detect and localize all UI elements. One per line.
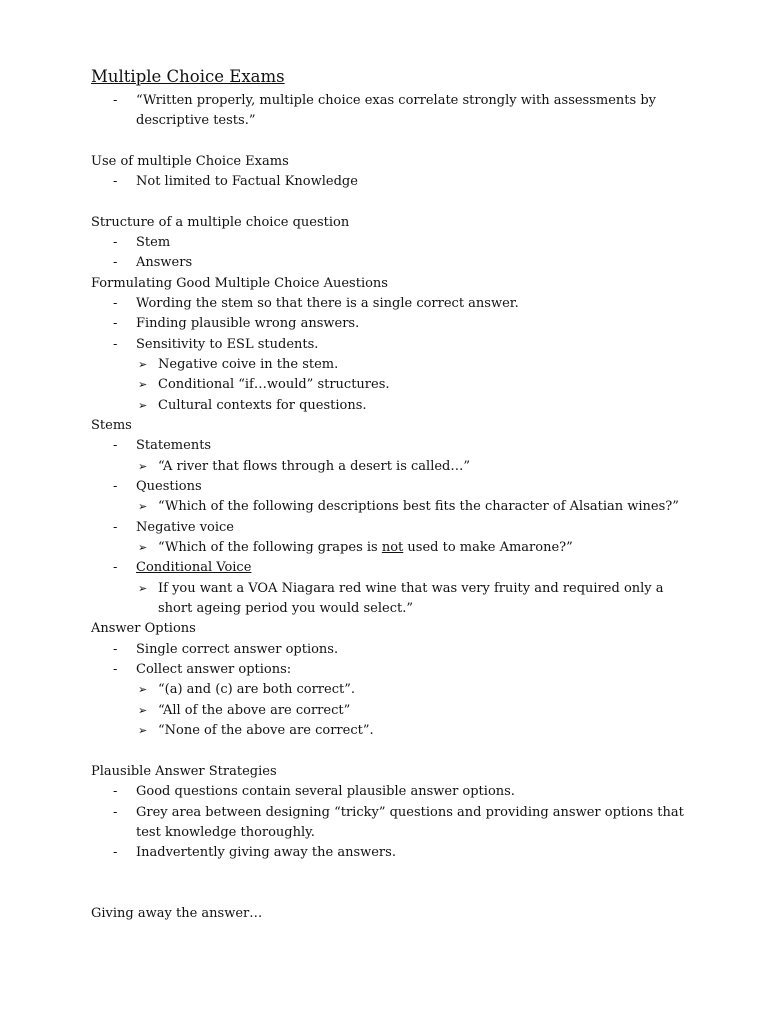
document-title: Multiple Choice Exams	[91, 67, 285, 86]
dash-marker: -	[113, 804, 118, 820]
bullet-item	[91, 172, 691, 192]
bullet-item	[91, 558, 691, 578]
arrow-bullet-icon: ➢	[138, 378, 148, 392]
bullet-text: Stem	[136, 234, 171, 250]
bullet-item	[91, 91, 691, 111]
bullet-text: Answers	[136, 255, 193, 271]
quote-text-line-1: “Written properly, multiple choice exas correlate strongly with assessments by	[136, 92, 656, 108]
bullet-item	[91, 233, 691, 253]
sub-bullet-text: Negative coive in the stem.	[158, 356, 339, 372]
blank-line	[91, 742, 691, 762]
dash-marker: -	[113, 845, 118, 861]
arrow-bullet-icon: ➢	[138, 683, 148, 697]
sub-bullet-item	[91, 538, 691, 558]
arrow-bullet-icon: ➢	[138, 459, 148, 473]
sub-bullet-item	[91, 355, 691, 375]
sub-bullet-text: “None of the above are correct”.	[158, 723, 374, 739]
sub-bullet-text: “Which of the following descriptions best fits the character of Alsatian wines?”	[158, 499, 679, 515]
bullet-text: Finding plausible wrong answers.	[136, 316, 360, 332]
sub-bullet-item	[91, 579, 691, 599]
section-heading-stems: Stems	[91, 418, 132, 433]
bullet-item	[91, 660, 691, 680]
dash-marker: -	[113, 662, 118, 678]
section-heading-answer-options: Answer Options	[91, 621, 196, 637]
bullet-item	[91, 782, 691, 802]
dash-marker: -	[113, 784, 118, 800]
bullet-item	[91, 640, 691, 660]
bullet-text: Not limited to Factual Knowledge	[136, 173, 358, 189]
sub-bullet-text	[158, 538, 573, 558]
sub-bullet-text-line-2: short ageing period you would select.”	[158, 601, 413, 617]
sub-bullet-item	[91, 701, 691, 721]
text-fragment: used to make Amarone?”	[403, 540, 573, 556]
bullet-item	[91, 253, 691, 273]
bullet-text-line-1: Grey area between designing “tricky” questions and providing answer options that	[136, 804, 684, 820]
bullet-text: Inadvertently giving away the answers.	[136, 845, 396, 861]
bullet-text: Questions	[136, 479, 202, 495]
section-heading-structure: Structure of a multiple choice question	[91, 214, 350, 230]
bullet-text: Statements	[136, 438, 212, 454]
bullet-item-continuation	[91, 823, 691, 843]
section-heading-plausible: Plausible Answer Strategies	[91, 763, 277, 779]
sub-bullet-text: “A river that flows through a desert is called…”	[158, 458, 471, 474]
section-heading-formulating: Formulating Good Multiple Choice Auestions	[91, 275, 388, 291]
sub-bullet-text: “(a) and (c) are both correct”.	[158, 682, 355, 698]
bullet-text: Good questions contain several plausible answer options.	[136, 784, 515, 800]
dash-marker: -	[113, 255, 118, 271]
dash-marker: -	[113, 479, 118, 495]
bullet-text: Single correct answer options.	[136, 641, 339, 657]
dash-marker: -	[113, 519, 118, 535]
sub-bullet-item	[91, 721, 691, 741]
sub-bullet-text: “All of the above are correct”	[158, 702, 351, 718]
bullet-item	[91, 477, 691, 497]
dash-marker: -	[113, 641, 118, 657]
sub-bullet-text-line-1: If you want a VOA Niagara red wine that was very fruity and required only a	[158, 580, 664, 596]
dash-marker: -	[113, 438, 118, 454]
bullet-text: Conditional Voice	[136, 560, 252, 576]
dash-marker: -	[113, 316, 118, 332]
dash-marker: -	[113, 336, 118, 352]
arrow-bullet-icon: ➢	[138, 703, 148, 717]
sub-bullet-text: Conditional “if…would” structures.	[158, 377, 390, 393]
sub-bullet-text: Cultural contexts for questions.	[158, 397, 367, 413]
section-heading-use: Use of multiple Choice Exams	[91, 153, 289, 169]
quote-text-line-2: descriptive tests.”	[136, 112, 256, 128]
arrow-bullet-icon: ➢	[138, 398, 148, 412]
bullet-text: Sensitivity to ESL students.	[136, 336, 319, 352]
bullet-item	[91, 843, 691, 863]
dash-marker: -	[113, 173, 118, 189]
bullet-item	[91, 803, 691, 823]
sub-bullet-item	[91, 680, 691, 700]
dash-marker: -	[113, 560, 118, 576]
bullet-text-line-2: test knowledge thoroughly.	[136, 824, 315, 840]
bullet-text: Negative voice	[136, 519, 234, 535]
sub-bullet-item	[91, 497, 691, 517]
arrow-bullet-icon: ➢	[138, 500, 148, 514]
bullet-text: Collect answer options:	[136, 662, 292, 678]
bullet-item	[91, 518, 691, 538]
bullet-item	[91, 335, 691, 355]
arrow-bullet-icon: ➢	[138, 724, 148, 738]
underlined-word: not	[381, 540, 404, 556]
bullet-item	[91, 436, 691, 456]
sub-bullet-continuation	[91, 599, 691, 619]
sub-bullet-item	[91, 375, 691, 395]
bullet-item-continuation	[91, 111, 691, 131]
section-heading-giving-away: Giving away the answer…	[91, 906, 263, 922]
blank-line	[91, 131, 691, 151]
arrow-bullet-icon: ➢	[138, 581, 148, 595]
arrow-bullet-icon: ➢	[138, 357, 148, 371]
dash-marker: -	[113, 92, 118, 108]
dash-marker: -	[113, 295, 118, 311]
arrow-bullet-icon: ➢	[138, 541, 148, 555]
sub-bullet-item	[91, 396, 691, 416]
document-body	[91, 91, 691, 925]
bullet-item	[91, 314, 691, 334]
bullet-item	[91, 294, 691, 314]
bullet-text: Wording the stem so that there is a single correct answer.	[136, 295, 519, 311]
blank-line	[91, 864, 691, 884]
text-fragment: “Which of the following grapes is	[158, 540, 382, 556]
blank-line	[91, 884, 691, 904]
dash-marker: -	[113, 234, 118, 250]
sub-bullet-item	[91, 457, 691, 477]
blank-line	[91, 192, 691, 212]
